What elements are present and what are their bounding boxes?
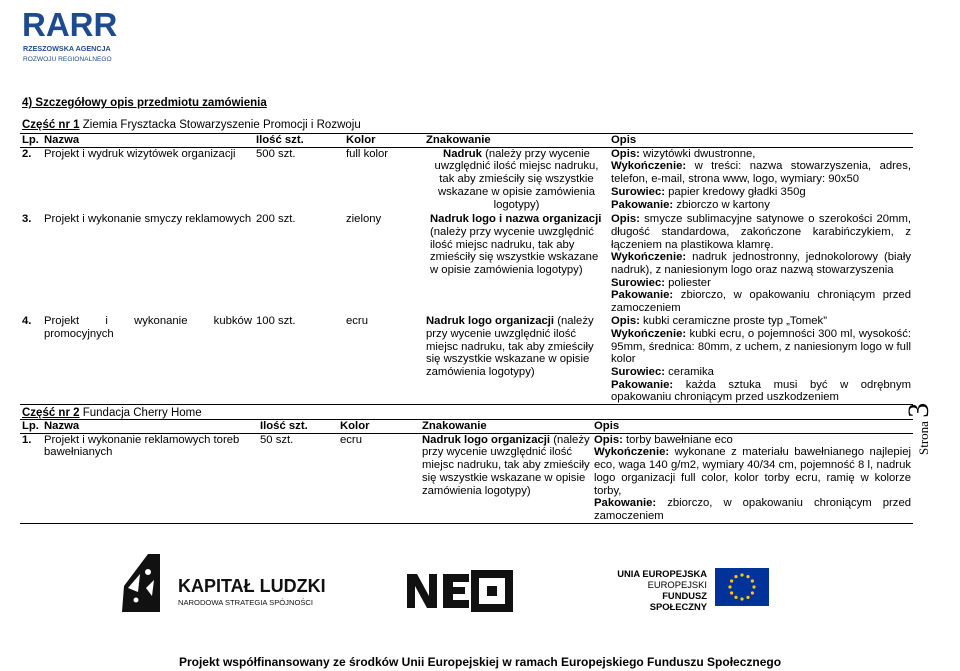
table-row: [20, 147, 913, 213]
row-marking: [424, 315, 609, 404]
desc-text: wykonane z materiału bawełnianego najlepiej eco, waga 140 g/m2, wymiary 40/34 cm, pojemność 8 l, nadruk logo organizacji full color, kolor torby ecru, ramię w kolorze torby,: [594, 446, 911, 497]
row-name: Projekt i wykonanie kubków promocyjnych: [42, 315, 254, 404]
kapital-ludzki-logo: [118, 552, 354, 614]
marking-bold: Nadruk logo i nazwa organizacji: [430, 213, 602, 226]
eu-line3: FUNDUSZ SPOŁECZNY: [649, 590, 707, 612]
row-desc: [609, 315, 913, 404]
marking-text: (należy przy wycenie uwzględnić ilość miejsc nadruku, tak aby zmieściły się wszystkie wskazane w opisie zamówienia logotypy): [426, 315, 594, 379]
col-marking: Znakowanie: [420, 420, 592, 434]
col-desc: Opis: [609, 134, 913, 148]
desc-label: Pakowanie:: [611, 378, 674, 391]
rarr-logo-sub2: ROZWOJU REGIONALNEGO: [23, 56, 112, 63]
eu-text-block: [615, 568, 707, 612]
row-color: ecru: [338, 433, 420, 523]
neo-logo-graphic: [403, 568, 513, 612]
part2-table: [20, 419, 913, 524]
row-lp: 3.: [22, 213, 32, 226]
marking-bold: Nadruk: [443, 147, 482, 160]
desc-text: smycze sublimacyjne satynowe o szerokości 20mm, długość standardowa, zakończone karabińczykiem, z łączeniem na plastikowa klamrę.: [611, 213, 911, 251]
col-desc: Opis: [592, 420, 913, 434]
desc-label: Opis:: [611, 147, 640, 160]
eu-line2: EUROPEJSKI: [647, 579, 707, 590]
part2-prefix: Część nr 2: [22, 407, 80, 419]
rarr-logo-text: RARR: [22, 6, 118, 43]
row-name: Projekt i wydruk wizytówek organizacji: [44, 147, 236, 160]
desc-label: Wykończenie:: [611, 327, 687, 340]
part1-table: [20, 133, 913, 405]
desc-text: kubki ecru, o pojemności 300 ml, wysokość: 95mm, średnica: 80mm, z uchem, z naniesionym logo w full kolor: [611, 327, 911, 366]
part1-prefix: Część nr 1: [22, 119, 80, 131]
row-marking: [424, 213, 609, 315]
row-desc: [592, 433, 913, 523]
col-color: Kolor: [344, 134, 424, 148]
marking-bold: Nadruk logo organizacji: [426, 315, 555, 328]
desc-label: Pakowanie:: [594, 497, 657, 510]
row-desc: [609, 213, 913, 315]
part1-header-row: [20, 134, 913, 148]
col-name: Nazwa: [42, 420, 258, 434]
part1-name: Ziemia Frysztacka Stowarzyszenie Promocji i Rozwoju: [82, 119, 361, 131]
desc-label: Opis:: [594, 433, 623, 446]
funding-footer: Projekt współfinansowany ze środków Unii Europejskiej w ramach Europejskiego Funduszu Społecznego: [178, 655, 782, 669]
desc-text: wizytówki dwustronne,: [643, 147, 756, 160]
neo-logo: [403, 568, 513, 612]
desc-text: zbiorczo, w opakowaniu chroniącym przed zamoczeniem: [611, 289, 912, 315]
row-lp: 4.: [20, 315, 42, 404]
row-name: Projekt i wykonanie reklamowych toreb bawełnianych: [42, 433, 258, 523]
desc-text: ceramika: [668, 366, 714, 379]
desc-text: papier kredowy gładki 350g: [668, 185, 806, 198]
col-lp: Lp.: [20, 420, 42, 434]
rarr-logo: [22, 6, 122, 66]
kl-subtitle: NARODOWA STRATEGIA SPÓJNOŚCI: [178, 598, 314, 607]
row-qty: 500 szt.: [256, 147, 296, 160]
section-title: 4) Szczegółowy opis przedmiotu zamówienia: [22, 97, 267, 109]
desc-text: w treści: nazwa stowarzyszenia, adres, telefon, e-mail, strona www, logo, wymiary: 90x50: [611, 160, 911, 186]
row-qty: 50 szt.: [258, 433, 338, 523]
marking-text: (należy przy wycenie uwzględnić ilość miejsc nadruku, tak aby zmieściły się wszystkie wskazane w opisie zamówienia logotypy): [430, 225, 599, 277]
row-color: zielony: [346, 213, 382, 226]
row-color: full kolor: [346, 147, 389, 160]
eu-line1: UNIA EUROPEJSKA: [617, 568, 707, 579]
page-number-value: 3: [902, 402, 935, 418]
rarr-logo-sub1: RZESZOWSKA AGENCJA: [23, 44, 111, 53]
row-name: Projekt i wykonanie smyczy reklamowych: [44, 213, 252, 226]
eu-efs-logo: [615, 568, 770, 612]
row-color: ecru: [344, 315, 424, 404]
row-lp: 1.: [20, 433, 42, 523]
neo-text: NEO: [403, 568, 406, 569]
col-name: Nazwa: [42, 134, 254, 148]
col-color: Kolor: [338, 420, 420, 434]
marking-text: (należy przy wycenie uwzględnić ilość miejsc nadruku, tak aby zmieściły się wszystkie wskazane w opisie zamówienia logotypy): [422, 433, 590, 497]
col-lp: Lp.: [20, 134, 42, 148]
desc-label: Wykończenie:: [611, 160, 687, 173]
page-label: Strona: [916, 421, 931, 455]
col-qty: Ilość szt.: [258, 420, 338, 434]
marking-bold: Nadruk logo organizacji: [422, 433, 551, 446]
row-desc: [609, 147, 913, 213]
col-marking: Znakowanie: [424, 134, 609, 148]
desc-text: każda sztuka musi być w odrębnym opakowaniu chroniącym przed uszkodzeniem: [611, 378, 912, 404]
kapital-ludzki-graphic: [118, 552, 354, 614]
desc-text: nadruk jednostronny, jednokolorowy (biały nadruk), z naniesionym logo oraz nazwą stowarzyszenia: [611, 251, 912, 277]
part2-name: Fundacja Cherry Home: [82, 407, 202, 419]
desc-label: Opis:: [611, 315, 640, 328]
desc-text: kubki ceramiczne proste typ „Tomek”: [643, 315, 827, 328]
desc-label: Wykończenie:: [611, 251, 687, 264]
desc-label: Opis:: [611, 213, 640, 226]
row-marking: [424, 147, 609, 213]
part2-header-row: [20, 420, 913, 434]
desc-text: zbiorczo, w opakowaniu chroniącym przed zamoczeniem: [594, 497, 912, 522]
page-number: [902, 395, 935, 455]
desc-label: Pakowanie:: [611, 198, 674, 211]
col-qty: Ilość szt.: [254, 134, 344, 148]
rarr-logo-graphic: [22, 6, 122, 66]
table-row: [20, 433, 913, 523]
part1-title: [22, 118, 361, 132]
row-lp: 2.: [22, 147, 32, 160]
desc-label: Surowiec:: [611, 366, 665, 379]
row-qty: 100 szt.: [254, 315, 344, 404]
desc-label: Wykończenie:: [594, 446, 670, 459]
desc-label: Surowiec:: [611, 276, 665, 289]
kl-title: KAPITAŁ LUDZKI: [178, 576, 326, 596]
table-row: [20, 213, 913, 315]
desc-text: zbiorczo w kartony: [676, 198, 770, 211]
marking-text: (należy przy wycenie uwzględnić ilość miejsc nadruku, tak aby zmieściły się wszystkie wskazane w opisie zamówienia logotypy): [434, 147, 599, 211]
table-row: [20, 315, 913, 404]
row-qty: 200 szt.: [256, 213, 296, 226]
eu-flag-icon: [715, 568, 769, 606]
row-marking: [420, 433, 592, 523]
desc-label: Surowiec:: [611, 185, 665, 198]
desc-label: Pakowanie:: [611, 289, 674, 302]
desc-text: torby bawełniane eco: [626, 433, 733, 446]
desc-text: poliester: [668, 276, 711, 289]
